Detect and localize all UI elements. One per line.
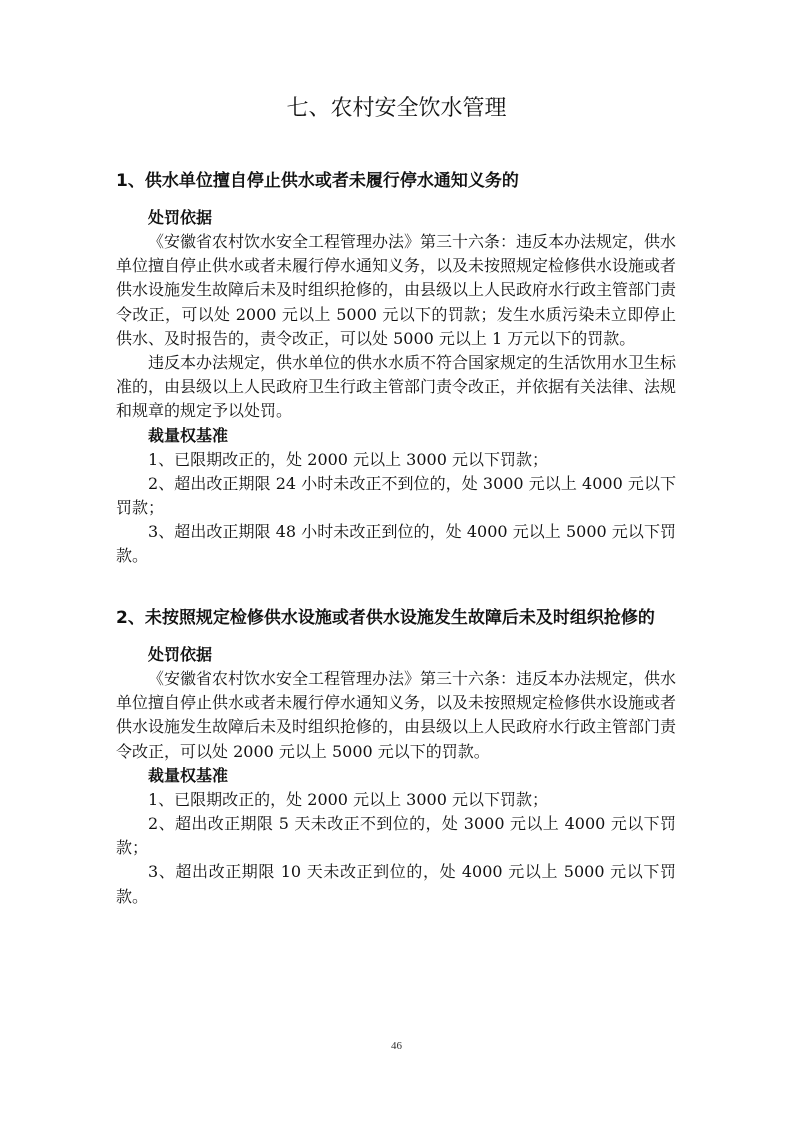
standard-heading: 裁量权基准 [148,765,229,785]
page-title: 七、农村安全饮水管理 [286,96,507,121]
section-heading: 1、供水单位擅自停止供水或者未履行停水通知义务的 [116,171,519,191]
standard-item: 2、超出改正期限 24 小时未改正不到位的，处 3000 元以上 4000 元以下罚款； [116,473,676,518]
basis-heading: 处罚依据 [148,645,213,664]
standard-item: 1、已限期改正的，处 2000 元以上 3000 元以下罚款； [148,449,548,469]
basis-paragraph: 《安徽省农村饮水安全工程管理办法》第三十六条：违反本办法规定，供水单位擅自停止供水或者未履行停水通知义务，以及未按照规定检修供水设施或者供水设施发生故障后未及时组织抢修的，由县级以上人民政府水行政主管部门责令改正，可以处 2000 元以上 5000 元以下的罚款。 [116,669,677,761]
basis-heading: 处罚依据 [148,208,213,227]
standard-item: 3、超出改正期限 10 天未改正到位的，处 4000 元以上 5000 元以下罚款。 [116,862,676,906]
standard-item: 3、超出改正期限 48 小时未改正到位的，处 4000 元以上 5000 元以下罚款。 [116,522,676,566]
basis-paragraph: 违反本办法规定，供水单位的供水水质不符合国家规定的生活饮用水卫生标准的，由县级以上人民政府卫生行政主管部门责令改正，并依据有关法律、法规和规章的规定予以处罚。 [116,353,677,421]
basis-paragraph: 《安徽省农村饮水安全工程管理办法》第三十六条：违反本办法规定，供水单位擅自停止供水或者未履行停水通知义务，以及未按照规定检修供水设施或者供水设施发生故障后未及时组织抢修的，由县级以上人民政府水行政主管部门责令改正，可以处 2000 元以上 5000 元以下的罚款；发生水质污染未立即停止供水、及时报告的，责令改正，可以处 5000 元以上 1 万元以下的罚款。 [116,232,677,348]
standard-item: 1、已限期改正的，处 2000 元以上 3000 元以下罚款； [148,789,548,809]
standard-item: 2、超出改正期限 5 天未改正不到位的，处 3000 元以上 4000 元以下罚款； [116,814,676,858]
section-heading: 2、未按照规定检修供水设施或者供水设施发生故障后未及时组织抢修的 [116,608,655,628]
section-2 [116,605,676,909]
section-1 [116,168,676,569]
standard-heading: 裁量权基准 [148,425,229,445]
page-number: 46 [391,1040,402,1052]
